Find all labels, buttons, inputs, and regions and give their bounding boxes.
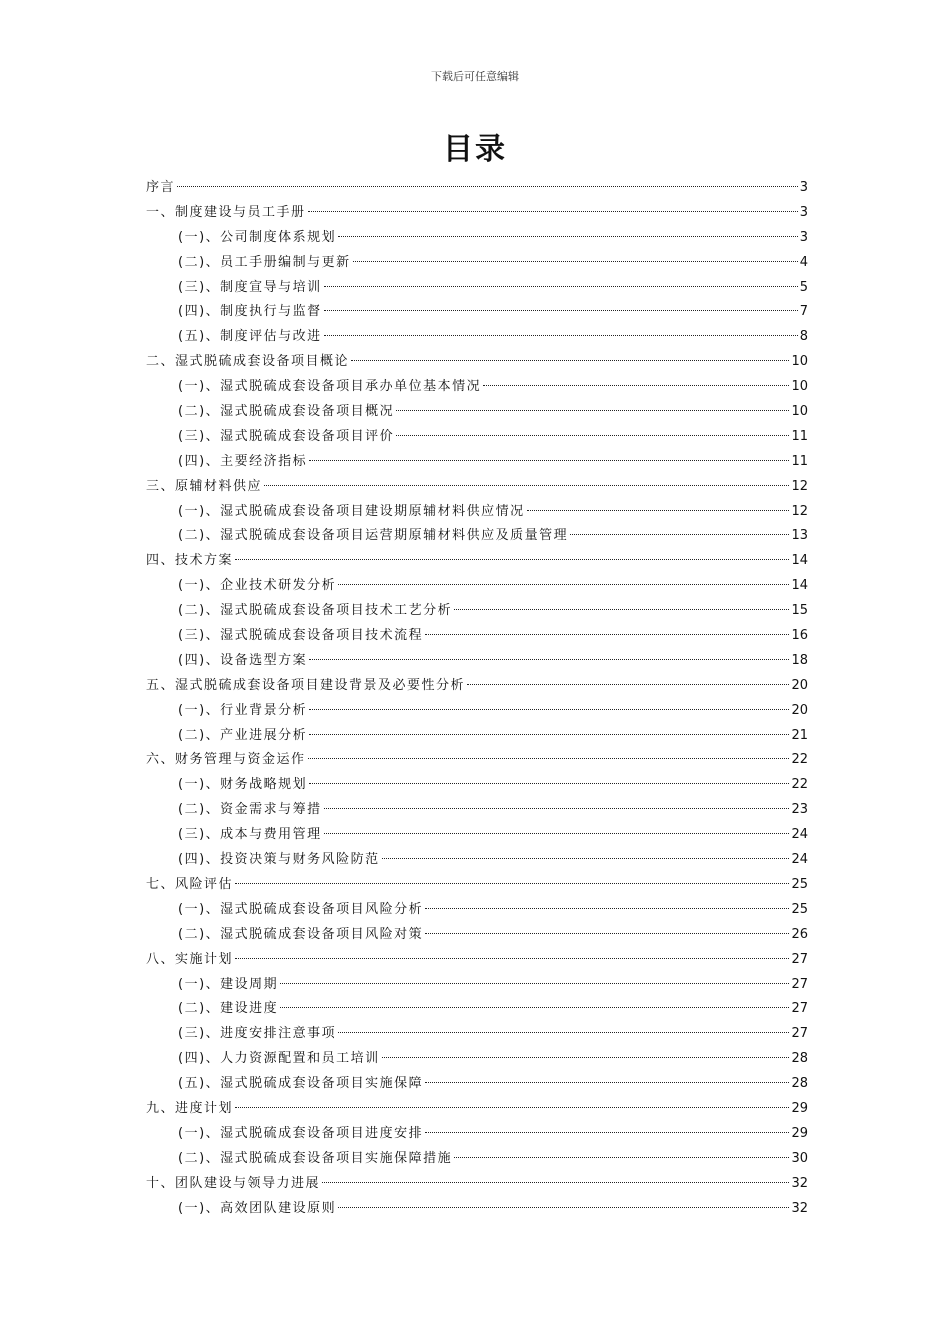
toc-entry[interactable] — [146, 973, 808, 998]
toc-entry[interactable] — [146, 1122, 808, 1147]
toc-dot-leader — [425, 1132, 789, 1133]
toc-entry-page-number: 12 — [791, 478, 808, 494]
toc-entry-page-number: 7 — [799, 304, 808, 320]
toc-entry[interactable] — [146, 873, 808, 898]
toc-entry-page-number: 15 — [791, 603, 808, 619]
toc-entry-page-number: 22 — [791, 777, 808, 793]
toc-entry[interactable] — [146, 674, 808, 699]
toc-dot-leader — [309, 659, 789, 660]
toc-dot-leader — [309, 783, 789, 784]
toc-entry-page-number: 27 — [791, 976, 808, 992]
toc-dot-leader — [338, 584, 789, 585]
toc-entry[interactable] — [146, 226, 808, 251]
header-note: 下载后可任意编辑 — [431, 70, 519, 83]
toc-entry-label: (二)、建设进度 — [178, 1001, 279, 1017]
toc-entry-page-number: 4 — [799, 254, 808, 270]
toc-entry-page-number: 16 — [791, 628, 808, 644]
toc-entry-page-number: 3 — [799, 180, 808, 195]
toc-entry-label: (五)、湿式脱硫成套设备项目实施保障 — [178, 1076, 424, 1092]
toc-entry-page-number: 11 — [791, 453, 808, 469]
toc-entry-label: (一)、湿式脱硫成套设备项目承办单位基本情况 — [178, 379, 482, 395]
toc-entry-label: (二)、资金需求与筹措 — [178, 802, 322, 818]
toc-entry[interactable] — [146, 898, 808, 923]
toc-entry-label: (四)、制度执行与监督 — [178, 304, 322, 320]
toc-entry-label: (四)、主要经济指标 — [178, 453, 308, 469]
toc-entry-label: 九、进度计划 — [146, 1100, 234, 1116]
toc-entry[interactable] — [146, 997, 808, 1022]
toc-dot-leader — [309, 709, 789, 710]
toc-dot-leader — [382, 858, 790, 859]
toc-entry[interactable] — [146, 773, 808, 798]
toc-entry[interactable] — [146, 375, 808, 400]
toc-dot-leader — [324, 808, 790, 809]
toc-entry-page-number: 14 — [791, 553, 808, 569]
toc-entry-page-number: 13 — [791, 528, 808, 544]
toc-entry[interactable] — [146, 425, 808, 450]
toc-entry-page-number: 32 — [791, 1175, 808, 1191]
toc-entry-page-number: 28 — [791, 1051, 808, 1067]
toc-dot-leader — [338, 1207, 789, 1208]
toc-entry-label: (二)、湿式脱硫成套设备项目实施保障措施 — [178, 1150, 453, 1166]
toc-entry-label: (二)、产业进展分析 — [178, 727, 308, 743]
toc-entry[interactable] — [146, 848, 808, 873]
toc-entry[interactable] — [146, 176, 808, 201]
toc-entry-label: (一)、湿式脱硫成套设备项目进度安排 — [178, 1125, 424, 1141]
toc-dot-leader — [382, 1057, 790, 1058]
toc-dot-leader — [353, 261, 798, 262]
toc-entry[interactable] — [146, 599, 808, 624]
toc-entry-page-number: 25 — [791, 876, 808, 892]
toc-entry-label: 六、财务管理与资金运作 — [146, 752, 306, 768]
toc-entry[interactable] — [146, 798, 808, 823]
toc-entry-page-number: 27 — [791, 1026, 808, 1042]
table-of-contents — [146, 176, 808, 1221]
toc-dot-leader — [483, 385, 789, 386]
toc-entry[interactable] — [146, 251, 808, 276]
toc-entry-label: (三)、成本与费用管理 — [178, 827, 322, 843]
toc-dot-leader — [338, 1032, 789, 1033]
toc-entry[interactable] — [146, 400, 808, 425]
toc-entry[interactable] — [146, 524, 808, 549]
toc-dot-leader — [467, 684, 789, 685]
toc-entry-page-number: 20 — [791, 677, 808, 693]
toc-dot-leader — [425, 908, 789, 909]
toc-entry-page-number: 24 — [791, 852, 808, 868]
toc-entry-label: 二、湿式脱硫成套设备项目概论 — [146, 354, 350, 370]
toc-entry[interactable] — [146, 549, 808, 574]
toc-entry-label: 四、技术方案 — [146, 553, 234, 569]
toc-entry-page-number: 23 — [791, 802, 808, 818]
toc-entry-label: (三)、湿式脱硫成套设备项目技术流程 — [178, 628, 424, 644]
toc-entry-label: 八、实施计划 — [146, 951, 234, 967]
toc-dot-leader — [280, 983, 789, 984]
toc-entry-label: (三)、进度安排注意事项 — [178, 1026, 337, 1042]
toc-entry-page-number: 14 — [791, 578, 808, 594]
toc-entry-label: (三)、制度宣导与培训 — [178, 279, 322, 295]
page-title: 目录 — [443, 132, 507, 167]
toc-entry-label: (三)、湿式脱硫成套设备项目评价 — [178, 428, 395, 444]
toc-dot-leader — [351, 360, 789, 361]
toc-dot-leader — [177, 186, 798, 187]
toc-entry[interactable] — [146, 1047, 808, 1072]
toc-dot-leader — [280, 1007, 789, 1008]
toc-entry-page-number: 5 — [799, 279, 808, 295]
toc-entry-label: (一)、财务战略规划 — [178, 777, 308, 793]
toc-entry-page-number: 20 — [791, 702, 808, 718]
toc-entry-page-number: 22 — [791, 752, 808, 768]
toc-entry-label: (二)、湿式脱硫成套设备项目概况 — [178, 404, 395, 420]
toc-entry[interactable] — [146, 350, 808, 375]
toc-entry-page-number: 18 — [791, 652, 808, 668]
toc-entry-page-number: 29 — [791, 1100, 808, 1116]
toc-entry-page-number: 12 — [791, 503, 808, 519]
toc-dot-leader — [322, 1182, 789, 1183]
toc-entry[interactable] — [146, 724, 808, 749]
toc-dot-leader — [309, 734, 789, 735]
toc-dot-leader — [338, 236, 798, 237]
toc-entry-label: 一、制度建设与员工手册 — [146, 204, 306, 220]
toc-entry[interactable] — [146, 649, 808, 674]
toc-entry-page-number: 8 — [799, 329, 808, 345]
toc-dot-leader — [308, 211, 798, 212]
toc-entry[interactable] — [146, 823, 808, 848]
toc-entry[interactable] — [146, 923, 808, 948]
toc-entry[interactable] — [146, 1147, 808, 1172]
toc-entry-page-number: 21 — [791, 727, 808, 743]
toc-dot-leader — [308, 758, 790, 759]
toc-entry-page-number: 11 — [791, 428, 808, 444]
toc-entry-page-number: 28 — [791, 1076, 808, 1092]
toc-entry[interactable] — [146, 276, 808, 301]
toc-dot-leader — [235, 883, 789, 884]
toc-entry-page-number: 24 — [791, 827, 808, 843]
toc-dot-leader — [454, 1157, 789, 1158]
toc-dot-leader — [425, 1082, 789, 1083]
toc-entry-label: (二)、湿式脱硫成套设备项目风险对策 — [178, 926, 424, 942]
toc-entry-label: (一)、建设周期 — [178, 976, 279, 992]
toc-entry-page-number: 25 — [791, 901, 808, 917]
toc-dot-leader — [570, 534, 789, 535]
toc-entry[interactable] — [146, 1172, 808, 1197]
toc-dot-leader — [425, 634, 789, 635]
toc-dot-leader — [324, 833, 790, 834]
toc-entry-page-number: 27 — [791, 1001, 808, 1017]
toc-dot-leader — [309, 460, 789, 461]
toc-entry-page-number: 3 — [799, 229, 808, 245]
toc-entry-label: 三、原辅材料供应 — [146, 478, 263, 494]
toc-dot-leader — [324, 286, 798, 287]
toc-entry[interactable] — [146, 748, 808, 773]
toc-entry-label: (二)、员工手册编制与更新 — [178, 254, 351, 270]
toc-entry-label: 七、风险评估 — [146, 876, 234, 892]
toc-entry[interactable] — [146, 201, 808, 226]
toc-entry-label: (二)、湿式脱硫成套设备项目技术工艺分析 — [178, 603, 453, 619]
toc-entry-label: (四)、投资决策与财务风险防范 — [178, 852, 380, 868]
toc-entry[interactable] — [146, 450, 808, 475]
toc-entry[interactable] — [146, 1072, 808, 1097]
toc-entry-label: (一)、企业技术研发分析 — [178, 578, 337, 594]
toc-entry[interactable] — [146, 948, 808, 973]
toc-entry[interactable] — [146, 1022, 808, 1047]
toc-entry-label: (四)、设备选型方案 — [178, 652, 308, 668]
toc-entry-page-number: 10 — [791, 354, 808, 370]
toc-entry-label: (一)、公司制度体系规划 — [178, 229, 337, 245]
toc-entry-page-number: 26 — [791, 926, 808, 942]
toc-dot-leader — [235, 559, 789, 560]
toc-entry[interactable] — [146, 624, 808, 649]
toc-entry-page-number: 29 — [791, 1125, 808, 1141]
toc-dot-leader — [527, 510, 790, 511]
toc-entry[interactable] — [146, 475, 808, 500]
toc-entry-page-number: 10 — [791, 404, 808, 420]
toc-dot-leader — [324, 310, 798, 311]
toc-dot-leader — [396, 435, 789, 436]
toc-dot-leader — [425, 933, 789, 934]
toc-entry-label: (一)、湿式脱硫成套设备项目风险分析 — [178, 901, 424, 917]
toc-dot-leader — [396, 410, 789, 411]
toc-entry-label: (二)、湿式脱硫成套设备项目运营期原辅材料供应及质量管理 — [178, 528, 569, 544]
toc-entry[interactable] — [146, 574, 808, 599]
toc-entry-label: (四)、人力资源配置和员工培训 — [178, 1051, 380, 1067]
toc-entry[interactable] — [146, 1097, 808, 1122]
toc-entry[interactable] — [146, 325, 808, 350]
toc-dot-leader — [324, 335, 798, 336]
toc-entry-label: 五、湿式脱硫成套设备项目建设背景及必要性分析 — [146, 677, 466, 693]
toc-entry-page-number: 10 — [791, 379, 808, 395]
toc-entry-page-number: 32 — [791, 1200, 808, 1216]
toc-entry-page-number: 30 — [791, 1150, 808, 1166]
toc-dot-leader — [264, 485, 789, 486]
toc-entry-page-number: 3 — [799, 204, 808, 220]
toc-dot-leader — [454, 609, 789, 610]
toc-entry-label: (一)、行业背景分析 — [178, 702, 308, 718]
toc-dot-leader — [235, 1107, 789, 1108]
toc-entry[interactable] — [146, 300, 808, 325]
toc-entry-page-number: 27 — [791, 951, 808, 967]
toc-entry-label: (一)、高效团队建设原则 — [178, 1200, 337, 1216]
toc-entry-label: (一)、湿式脱硫成套设备项目建设期原辅材料供应情况 — [178, 503, 525, 519]
toc-entry-label: (五)、制度评估与改进 — [178, 329, 322, 345]
toc-entry[interactable] — [146, 1197, 808, 1222]
toc-entry-label: 十、团队建设与领导力进展 — [146, 1175, 321, 1191]
toc-entry[interactable] — [146, 500, 808, 525]
toc-dot-leader — [235, 958, 789, 959]
toc-entry[interactable] — [146, 699, 808, 724]
toc-entry-label: 序言 — [146, 180, 176, 195]
